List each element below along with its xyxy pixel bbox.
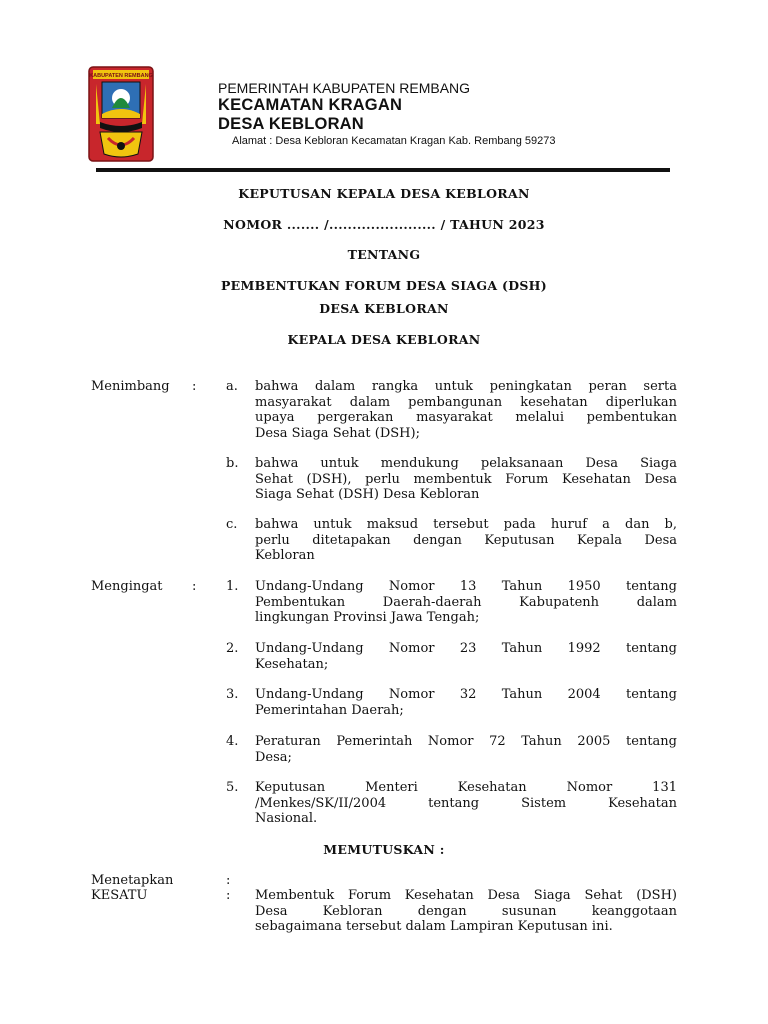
mengingat-mark-2: 2.	[226, 641, 239, 656]
text-line: lingkungan Provinsi Jawa Tengah;	[255, 610, 480, 625]
decree-about-label: TENTANG	[347, 247, 421, 262]
mengingat-item-4	[255, 734, 677, 765]
menimbang-label: Menimbang	[91, 379, 170, 394]
text-line: Desa Kebloran dengan susunan keanggotaan	[255, 903, 677, 919]
text-line: Peraturan Pemerintah Nomor 72 Tahun 2005 tentang	[255, 734, 677, 749]
kesatu-colon: :	[226, 888, 231, 903]
text-line: Undang-Undang Nomor 23 Tahun 1992 tentang	[255, 641, 677, 656]
text-line: Undang-Undang Nomor 13 Tahun 1950 tentang	[255, 579, 677, 594]
mengingat-mark-3: 3.	[226, 687, 239, 702]
text-line: Membentuk Forum Kesehatan Desa Siaga Sehat (DSH)	[255, 888, 677, 903]
text-line: Nasional.	[255, 811, 318, 826]
letterhead-government: PEMERINTAH KABUPATEN REMBANG	[218, 80, 471, 96]
text-line: bahwa untuk maksud tersebut pada huruf a dan b,	[255, 517, 677, 532]
text-line: sebagaimana tersebut dalam Lampiran Keputusan ini.	[255, 919, 613, 934]
text-line: upaya pergerakan masyarakat melalui pembentukan	[255, 410, 677, 425]
text-line: Pemerintahan Daerah;	[255, 702, 404, 718]
mengingat-colon: :	[192, 579, 197, 594]
menimbang-colon: :	[192, 379, 197, 394]
menimbang-mark-a: a.	[226, 379, 238, 394]
menimbang-mark-c: c.	[226, 517, 238, 532]
decree-number: NOMOR ....... /....................... / TAHUN 2023	[223, 217, 545, 232]
text-line: bahwa dalam rangka untuk peningkatan peran serta	[255, 379, 677, 394]
kesatu-text	[255, 888, 677, 935]
text-line: perlu ditetapakan dengan Keputusan Kepala Desa	[255, 532, 677, 548]
menimbang-item-a	[255, 379, 677, 441]
text-line: Desa Siaga Sehat (DSH);	[255, 425, 420, 441]
mengingat-mark-4: 4.	[226, 734, 239, 749]
mengingat-item-3	[255, 687, 677, 718]
text-line: Keputusan Menteri Kesehatan Nomor 131	[255, 780, 677, 795]
mengingat-label: Mengingat	[91, 579, 163, 594]
mengingat-mark-5: 5.	[226, 780, 239, 795]
letterhead-address: Alamat : Desa Kebloran Kecamatan Kragan Kab. Rembang 59273	[232, 135, 556, 147]
svg-text:KABUPATEN REMBANG: KABUPATEN REMBANG	[89, 73, 153, 79]
text-line: /Menkes/SK/II/2004 tentang Sistem Kesehatan	[255, 795, 677, 811]
decree-title: KEPUTUSAN KEPALA DESA KEBLORAN	[238, 186, 530, 201]
decree-subject-village: DESA KEBLORAN	[319, 301, 449, 316]
text-line: masyarakat dalam pembangunan kesehatan diperlukan	[255, 394, 677, 410]
text-line: Kesehatan;	[255, 656, 329, 672]
letterhead-village: DESA KEBLORAN	[218, 115, 364, 133]
text-line: Desa;	[255, 749, 292, 765]
decree-issuer: KEPALA DESA KEBLORAN	[287, 332, 481, 347]
decree-subject: PEMBENTUKAN FORUM DESA SIAGA (DSH)	[220, 278, 547, 293]
memutuskan-heading: MEMUTUSKAN :	[323, 842, 445, 857]
menetapkan-colon: :	[226, 873, 231, 888]
text-line: bahwa untuk mendukung pelaksanaan Desa Siaga	[255, 456, 677, 471]
mengingat-item-1	[255, 579, 677, 626]
menimbang-item-c	[255, 517, 677, 564]
mengingat-item-5	[255, 780, 677, 827]
text-line: Undang-Undang Nomor 32 Tahun 2004 tentang	[255, 687, 677, 702]
kabupaten-rembang-emblem	[88, 66, 154, 162]
text-line: Kebloran	[255, 548, 315, 563]
kesatu-label: KESATU	[91, 888, 148, 903]
letterhead-district: KECAMATAN KRAGAN	[218, 96, 403, 114]
text-line: Siaga Sehat (DSH) Desa Kebloran	[255, 487, 480, 502]
text-line: Sehat (DSH), perlu membentuk Forum Kesehatan Desa	[255, 471, 677, 487]
menimbang-mark-b: b.	[226, 456, 239, 471]
letterhead-divider	[96, 168, 670, 172]
text-line: Pembentukan Daerah-daerah Kabupatenh dalam	[255, 594, 677, 610]
menetapkan-label: Menetapkan	[91, 873, 174, 888]
menimbang-item-b	[255, 456, 677, 503]
mengingat-item-2	[255, 641, 677, 672]
mengingat-mark-1: 1.	[226, 579, 239, 594]
